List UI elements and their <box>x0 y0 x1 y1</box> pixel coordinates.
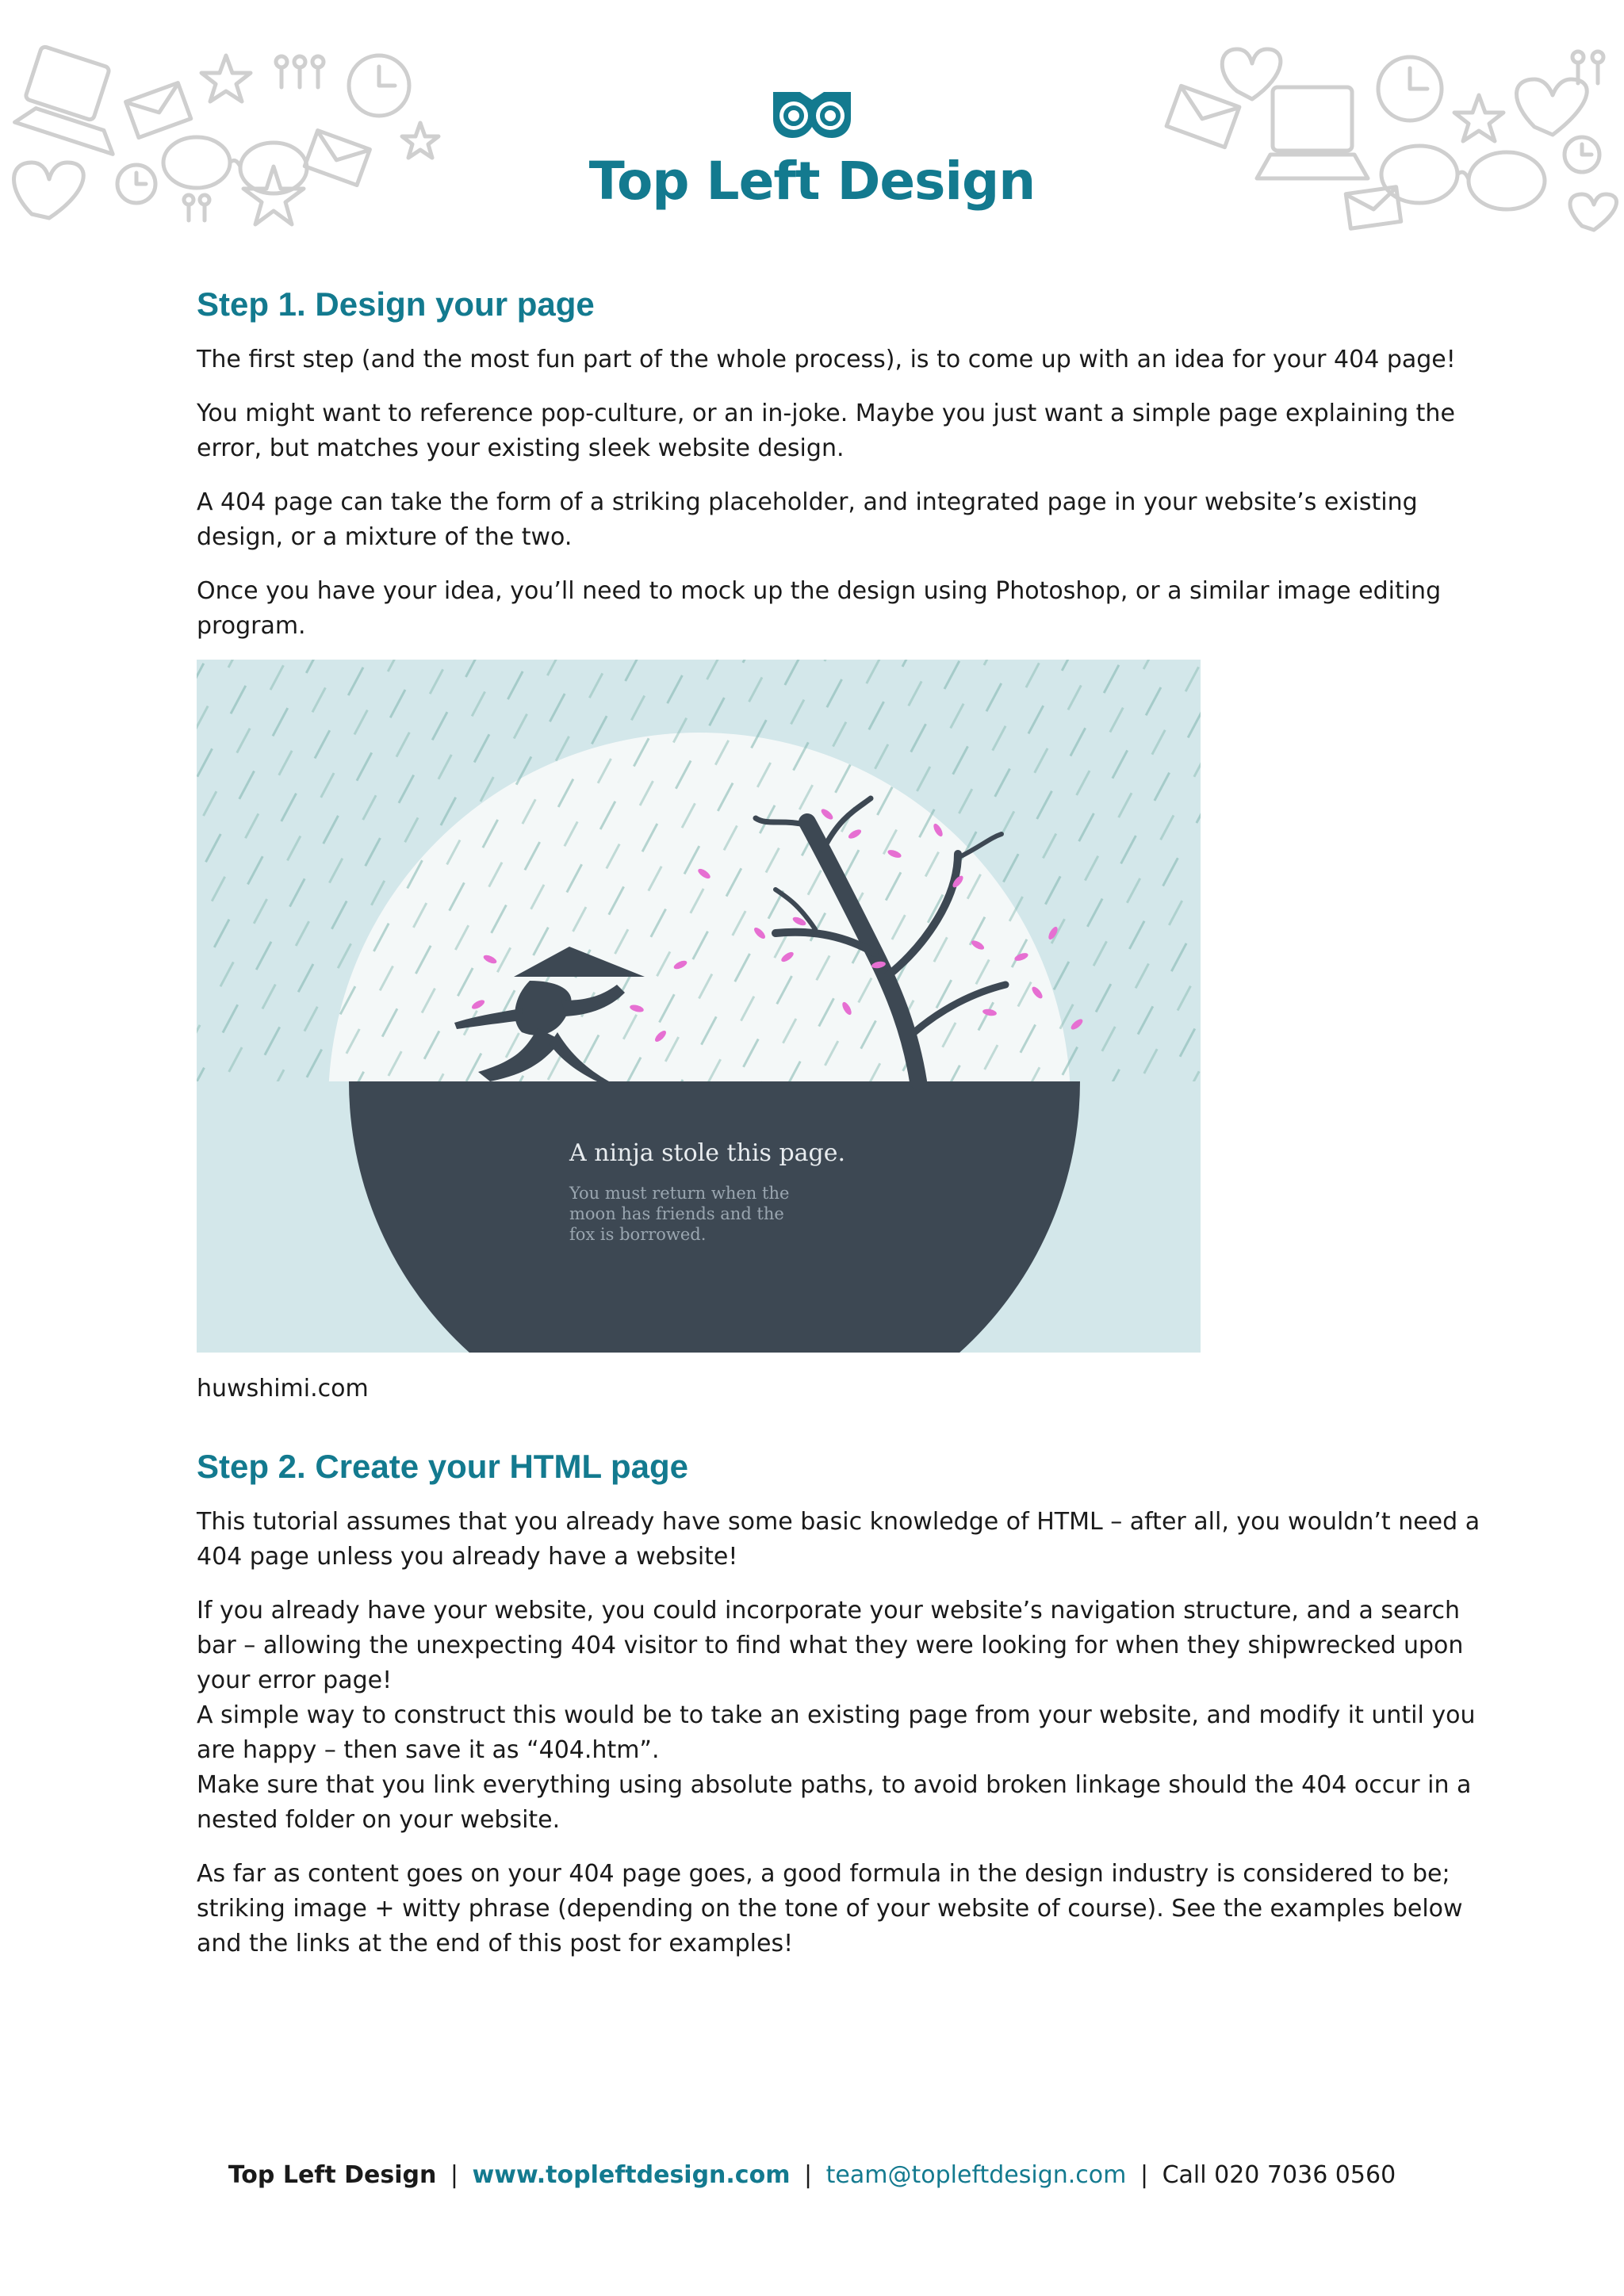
figure-caption: huwshimi.com <box>197 1375 369 1402</box>
people-icon <box>276 56 324 87</box>
footer-phone: Call 020 7036 0560 <box>1162 2161 1396 2189</box>
step2-heading: Step 2. Create your HTML page <box>197 1448 689 1485</box>
step1-paragraph: A 404 page can take the form of a striking placeholder, and integrated page in your website’s existing design, or a mixture of the two. <box>197 488 1418 551</box>
figure-subtitle-line: fox is borrowed. <box>569 1225 707 1244</box>
figure-subtitle-line: moon has friends and the <box>569 1204 784 1223</box>
brand-name: Top Left Design <box>588 151 1036 212</box>
owl-logo-icon <box>768 87 856 141</box>
step2-paragraph: If you already have your website, you could incorporate your website’s navigation structure, and a search bar – allowing the unexpecting 404 visitor to find what they were looking for when they shipwrecked upon your error page! <box>197 1597 1464 1694</box>
step1-heading: Step 1. Design your page <box>197 285 595 323</box>
footer-website-link[interactable]: www.topleftdesign.com <box>472 2161 791 2189</box>
figure-subtitle-line: You must return when the <box>569 1184 790 1203</box>
footer-company: Top Left Design <box>228 2161 437 2189</box>
step2-paragraph: A simple way to construct this would be to take an existing page from your website, and modify it until you are happy – then save it as “404.htm”. <box>197 1701 1476 1764</box>
page-footer <box>0 2161 1624 2189</box>
brand-logo <box>0 87 1624 212</box>
footer-email-link[interactable]: team@topleftdesign.com <box>825 2161 1127 2189</box>
footer-separator: | <box>804 2161 813 2189</box>
step1-paragraph: The first step (and the most fun part of the whole process), is to come up with an idea for your 404 page! <box>197 346 1456 373</box>
article-body <box>197 285 1505 1980</box>
people-icon <box>1572 52 1603 83</box>
step1-paragraph: Once you have your idea, you’ll need to mock up the design using Photoshop, or a similar image editing program. <box>197 577 1442 640</box>
step2-paragraph: This tutorial assumes that you already have some basic knowledge of HTML – after all, you wouldn’t need a 404 page unless you already have a website! <box>197 1508 1480 1571</box>
figure-title: A ninja stole this page. <box>569 1139 846 1167</box>
footer-separator: | <box>1139 2161 1149 2189</box>
ninja-404-illustration <box>197 660 1201 1353</box>
step1-paragraph: You might want to reference pop-culture, or an in-joke. Maybe you just want a simple page explaining the error, but matches your existing sleek website design. <box>197 400 1455 462</box>
step2-paragraph: Make sure that you link everything using absolute paths, to avoid broken linkage should the 404 occur in a nested folder on your website. <box>197 1771 1472 1834</box>
step2-paragraph: As far as content goes on your 404 page goes, a good formula in the design industry is considered to be; striking image + witty phrase (depending on the tone of your website of course). See the examples below and the links at the end of this post for examples! <box>197 1860 1463 1957</box>
footer-separator: | <box>450 2161 458 2189</box>
